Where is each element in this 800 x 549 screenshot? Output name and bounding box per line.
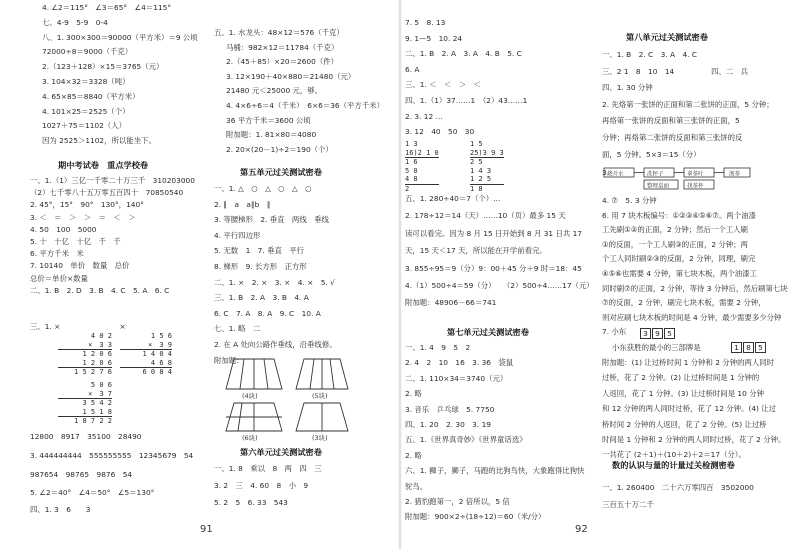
answer-line: 2. 4 2 10 16 3. 36 袋鼠	[405, 358, 514, 368]
answer-line: 2. 178÷12＝14（天）……10（页）最多 15 天	[405, 211, 566, 221]
answer-line: 过桥，花了 2 分钟。(2) 让过桥时间是 1 分钟的	[602, 373, 760, 383]
score-tail-text: 小东获胜的最小的三部牌是	[612, 343, 701, 352]
multiplication-b	[120, 332, 172, 377]
figure-caption-2: (5块)	[312, 392, 328, 400]
answer-line: 7. 小东	[602, 327, 627, 337]
division-row: 1 6	[405, 158, 418, 167]
answer-line: 2.（45＋85）×20＝2600（件）	[226, 57, 339, 67]
division-row: 16)2 1 0	[405, 148, 439, 157]
mult-row: 1 4 0 4	[142, 350, 172, 359]
answer-line: 36 平方千米＝3600 公顷	[226, 115, 311, 125]
answer-line: 三、1. × ×	[30, 322, 129, 331]
answer-line: 5. 十 十亿 十亿 千 千	[30, 237, 121, 246]
answer-line: 四、1. 20 2. 30 3. 19	[405, 420, 491, 429]
answer-line: 72000÷8＝9000（千克）	[42, 47, 133, 57]
score-box: 3	[640, 328, 651, 339]
answer-line: 7. 10140 单价 数量 总价	[30, 261, 130, 271]
answer-line: 再烙第一张饼的反面和第三张饼的正面，5	[602, 116, 740, 126]
answer-line: 附加题：	[214, 355, 244, 365]
answer-line: 21480 元＜25000 元，够。	[226, 86, 323, 96]
long-division-b	[470, 140, 504, 194]
answer-line: 天，15 天＜17 天，所以能在开学前看完。	[405, 246, 547, 256]
answer-line: 3. 等腰梯形 2. 垂直 两线 垂线	[214, 215, 329, 225]
score-boxes-a	[640, 328, 675, 339]
score-box: 9	[652, 328, 663, 339]
answer-line: 5. ∠2＝40° ∠4＝50° ∠5＝130°	[30, 488, 155, 497]
mult-row: 1 5 1 8	[58, 408, 112, 418]
answer-line: 2. 20×(20－1)÷2＝190（个）	[226, 144, 333, 154]
answer-line: 总价＝单价×数量	[30, 273, 88, 283]
mult-row: 5 0 6	[90, 381, 112, 389]
figure-caption-3: (6块)	[242, 434, 258, 441]
division-row: 1 8	[470, 184, 483, 193]
answer-line: 2. 3. 12 …	[405, 111, 443, 121]
answer-line: 桥时间 2 分钟的人返回，花了 2 分钟。(5) 让过桥	[602, 419, 767, 429]
answer-line: 4. 50 100 5000	[30, 224, 97, 234]
mult-row: 1 5 6	[150, 332, 172, 340]
answer-line: 二、1. B 2. A 3. A 4. B 5. C	[405, 49, 522, 59]
answer-line: 鸵鸟。	[405, 481, 428, 491]
division-row: 1 2 5	[470, 175, 504, 185]
mult-row: 4 0 2	[90, 332, 112, 340]
answer-line: 分钟；再烙第二张饼的反面和第三张饼的反	[602, 133, 743, 142]
answer-line: 3. 2 三 4. 60 8 小 9	[214, 481, 309, 490]
answer-line: 一共花了 (2＋1)＋(10＋2)＋2＝17（分）。	[602, 450, 746, 460]
division-row: 4 8	[405, 175, 439, 185]
answer-line: 一、1.（1）三亿一千零二十万三千 310203000	[30, 176, 195, 185]
division-row: 1 3	[405, 140, 418, 148]
figure-caption-4: (3块)	[312, 434, 328, 441]
answer-line: 人返回，花了 1 分钟。(3) 让过桥时间是 10 分钟	[602, 388, 764, 398]
answer-line: 五、1. 280÷40＝7（个）…	[405, 194, 501, 203]
answer-line: 3. 444444444 555555555 12345679 54	[30, 451, 194, 460]
answer-line: 2.（123＋128）×15＝3765（元）	[42, 62, 164, 72]
mult-row: 1 2 0 6	[58, 359, 112, 369]
unit7-section-title: 第七单元过关测试密卷	[447, 327, 529, 337]
mult-row: 4 6 8	[120, 359, 172, 369]
answer-line: 2. 先烙第一张饼的正面和第二张饼的正面，5 分钟；	[602, 99, 774, 109]
unit8-section-title: 第八单元过关测试密卷	[626, 32, 708, 42]
answer-line: 2. 略	[405, 389, 422, 399]
division-row: 2	[405, 184, 410, 193]
answer-line: 7. 5 8. 13	[405, 18, 446, 27]
mult-row: × 3 7	[58, 390, 112, 400]
answer-line: 和 12 分钟的两人同时过桥，花了 12 分钟。(4) 让过	[602, 404, 777, 414]
mult-row: 1 2 0 6	[82, 350, 112, 359]
answer-line: 一、1. B 2. C 3. A 4. C	[602, 50, 698, 59]
answer-line: 6. 用 7 块木板编号：①②③④⑤⑥⑦。两个油漆	[602, 210, 756, 220]
answer-line: 3. ＜ ＝ ＞ ＞ ＝ ＜ ＞	[30, 212, 136, 222]
answer-line: 3. 855÷95＝9（分）9：00＋45 分＋9 时＝18：45	[405, 263, 582, 273]
answer-line: 读可以看完。因为 8 月 15 日开始到 8 月 31 日共 17	[405, 228, 583, 238]
answer-line: 三、2 1 8 10 14 四、二 兵	[602, 66, 749, 76]
answer-line: 2. 猎豹跑第一，2 倍所以，5 倍	[405, 497, 510, 506]
answer-line: 2. ∥ a a∥b ∥	[214, 199, 271, 209]
answer-line: 附加题：1. 81×80＝4080	[226, 130, 317, 140]
answer-line: 3. 12×190＋40×880＝21480（元）	[226, 71, 356, 81]
score-box: 1	[731, 342, 742, 353]
answer-line: 5. 2 5 6. 33 543	[214, 498, 288, 507]
answer-line: 6. 平方千米 米	[30, 249, 84, 259]
trapezoid-figures	[222, 351, 362, 441]
answer-line: 七、1. 略 二	[214, 324, 261, 334]
division-row: 1 4 3	[470, 166, 492, 175]
flow-step-4: 沏茶	[729, 171, 741, 178]
answer-line: 6. C 7. A 8. A 9. C 10. A	[214, 308, 321, 318]
answer-line: 个工人同时刷②③的反面，2 分钟，同理，刷完	[602, 254, 756, 264]
answer-line: 三、1. B 2. A 3. B 4. A	[214, 293, 309, 303]
answer-line: 4. 65×85＝8840（平方米）	[42, 91, 140, 101]
answer-line: 附加题：900×2÷(18÷12)＝60（米/分）	[405, 512, 546, 522]
answer-line: 3.	[602, 168, 610, 177]
answer-line: 则对应刷七块木板的时间是 4 分钟，最少需要多少分钟	[602, 312, 782, 322]
answer-line: 一、1. 4 9 5 2	[405, 343, 471, 352]
unit6-section-title: 第六单元过关测试密卷	[240, 447, 322, 457]
score-boxes-b	[731, 342, 766, 353]
mult-row: 1 5 2 7 6	[74, 368, 112, 377]
figure-caption-1: (4块)	[242, 392, 258, 400]
division-row: 5 0	[405, 166, 418, 175]
answer-line: 附加题：(1) 让过桥时间 1 分钟和 2 分钟的两人同时	[602, 358, 775, 367]
answer-line: 八、1. 300×300＝90000（平方米）＝9 公顷	[42, 32, 198, 42]
mult-row: × 3 9	[120, 341, 172, 351]
answer-line: 一、1. 260400 二十六万零四百 3502000	[602, 483, 754, 492]
long-division-a	[405, 140, 439, 194]
page-number-left: 91	[200, 524, 213, 535]
answer-line: 4. ⑦ 5. 3 分钟	[602, 196, 657, 205]
answer-line: 4. ∠2＝115° ∠3＝65° ∠4＝115°	[42, 3, 172, 12]
answer-line: 4.（1）500÷4＝59（分） （2）500÷4……17（元）	[405, 281, 594, 290]
flow-step-6: 找茶杯	[687, 183, 704, 190]
score-box: 5	[755, 342, 766, 353]
flow-step-2: 洗杯子	[647, 171, 664, 178]
answer-line: 3. 104×32＝3328（吨）	[42, 77, 130, 86]
answer-line: 同时刷⑦的正面，2 分钟，等待 3 分钟后，然后刷第七块	[602, 283, 788, 293]
answer-line: 五、1. 水龙头：48×12＝576（千克）	[214, 28, 344, 37]
answer-line: 一、1. △ ○ △ ○ △ ○	[214, 184, 312, 193]
answer-line: 2. 在 A 处向公路作垂线，沿垂线修。	[214, 340, 337, 349]
unit5-section-title: 第五单元过关测试密卷	[240, 167, 322, 177]
division-row: 1 5	[470, 140, 483, 148]
flow-step-3: 拿茶叶	[687, 171, 704, 178]
answer-line: 5. 无数 1 7. 垂直 平行	[214, 246, 305, 256]
flow-step-5: 整理桌面	[647, 183, 670, 190]
answer-line: 3. 12 40 50 30	[405, 127, 475, 137]
answer-line: 七、4-9 5-9 0-4	[42, 17, 108, 27]
mult-row: 6 0 8 4	[142, 368, 172, 377]
score-box: 8	[743, 342, 754, 353]
answer-line: 987654 98765 9876 54	[30, 470, 133, 479]
answer-line: ④⑤⑥也需要 4 分钟，第七块木板，两个油漆工	[602, 269, 757, 278]
answer-line: 3. 音乐 乒乓球 5. 7750	[405, 404, 495, 414]
answer-line: 8. 梯形 9. 长方形 正方形	[214, 262, 307, 271]
answer-line: （2）七千零八十五万零五百四十 70850540	[30, 188, 184, 198]
answer-line: 马桶：982×12＝11784（千克）	[226, 42, 339, 52]
answer-line: 1027＋75＝1102（人）	[42, 121, 126, 131]
answer-line: ①的反面，一个工人刷③的正面，2 分钟；两	[602, 239, 748, 249]
answer-line: 二、1. B 2. D 3. B 4. C 5. A 6. C	[30, 285, 170, 295]
answer-line: 二、1. × 2. × 3. × 4. × 5. √	[214, 277, 335, 287]
answer-line: 附加题：48906－66＝741	[405, 298, 497, 308]
flow-step-1: 烧开水	[607, 171, 624, 178]
answer-line: 三百五十万二千	[602, 500, 654, 509]
answer-line: 一、1. 8 乘以 8 两 四 三	[214, 464, 322, 473]
answer-line: 四、1.（1）37……1 （2）43……1	[405, 96, 528, 105]
answer-line: 五、1.《世界真奇妙》《世界童话选》	[405, 435, 527, 445]
mult-row: × 3 3	[58, 341, 112, 351]
midterm-section-title: 期中考试卷 重点学校卷	[58, 160, 149, 170]
answer-line: 9. 1—5 10. 24	[405, 33, 463, 43]
answer-line: 2. 45°，15° 90° 130°，140°	[30, 200, 144, 210]
answer-line: 三、1. ＜ ＜ ＞ ＜	[405, 80, 481, 90]
answer-line: 4. 平行四边形	[214, 230, 261, 240]
answer-line: 四、1. 30 分钟	[602, 83, 653, 93]
page-number-right: 92	[575, 524, 588, 535]
answer-line: 因为 2525＞1102，所以能坐下。	[42, 136, 156, 146]
tea-flowchart	[602, 165, 782, 191]
answer-line: ⑦的反面，2 分钟，刷完七块木板，需要 2 分钟，	[602, 298, 766, 308]
mult-row: 1 8 7 2 2	[74, 417, 112, 426]
answer-line: 六、1. 狮子，狮子，马跑的比狗鸟快，大象跑得比狗快	[405, 466, 585, 476]
answer-line: 面，5 分钟。5×3＝15（分）	[602, 149, 701, 159]
division-row: 2 5	[470, 158, 483, 167]
answer-line: 12800 8917 35100 28490	[30, 432, 142, 441]
mult-row: 3 5 4 2	[82, 399, 112, 408]
answer-line: 工先刷①②的正面，2 分钟；然后一个工人刷	[602, 225, 748, 235]
answer-line: 四、1. 3 6 3	[30, 505, 91, 514]
division-row: 25)3 9 3	[470, 148, 504, 157]
multiplication-c	[58, 381, 112, 426]
multiplication-a	[58, 332, 112, 377]
answer-line: 时间是 1 分钟和 2 分钟的两人同时过桥，花了 2 分钟。	[602, 435, 786, 444]
final-section-title: 数的认识与量的计量过关检测密卷	[612, 460, 735, 470]
answer-line: 4. 4×6÷6＝4（千米） 6×6＝36（平方千米）	[226, 101, 384, 110]
answer-line: 二、1. 110×34＝3740（元）	[405, 373, 508, 383]
score-box: 5	[664, 328, 675, 339]
answer-line: 4. 101×25＝2525（个）	[42, 106, 130, 116]
page-fold	[398, 0, 402, 549]
answer-line: 2. 略	[405, 450, 422, 460]
answer-line: 6. A	[405, 64, 420, 74]
